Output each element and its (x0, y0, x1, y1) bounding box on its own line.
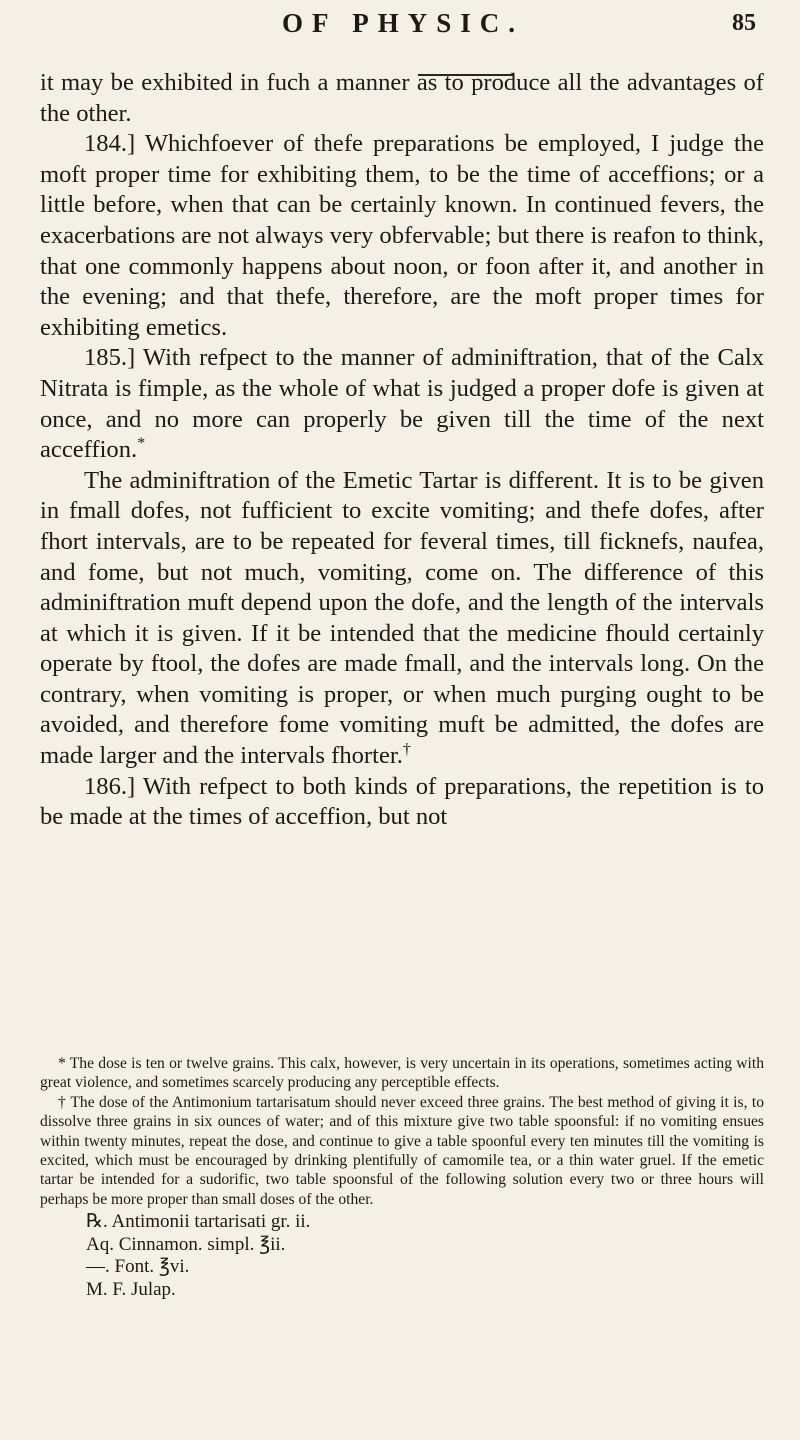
paragraph-emetic-tartar-text: The adminiftration of the Emetic Tartar is different. It is to be given in fmall dofes, not fufficient to excite vomiting; and thefe dofes, after fhort intervals, are to be repeated for feveral times, till ficknefs, naufea, and fome, but not much, vomiting, come on. The difference of this adminiftration muft depend upon the dofe, and the length of the intervals at which it is given. If it be intended that the medicine fhould certainly operate by ftool, the dofes are made fmall, and the intervals long. On the contrary, when vomiting is proper, or when much purging ought to be avoided, and therefore fome vomiting muft be admitted, the dofes are made larger and the intervals fhorter. (40, 466, 764, 770)
paragraph-185-text: 185.] With refpect to the manner of adminiftration, that of the Calx Nitrata is fimple, as the whole of what is judged a proper dofe is given at once, and no more can properly be given till the time of the next acceffion. (40, 344, 764, 464)
prescription-line: ℞. Antimonii tartarisati gr. ii. (86, 1211, 311, 1233)
prescription-line: Aq. Cinnamon. simpl. ℥ii. (86, 1233, 286, 1255)
page-header (0, 8, 800, 48)
paragraph-185 (40, 343, 764, 465)
footnote-ref-dagger: † (402, 740, 411, 758)
prescription-line: M. F. Julap. (86, 1278, 176, 1300)
footnote-2: † The dose of the Antimonium tartarisatum should never exceed three grains. The best method of giving it is, to dissolve three grains in six ounces of water; and of this mixture give two table spoonsful: if no vomiting ensues within twenty minutes, repeat the dose, and continue to give a table spoonful every ten minutes till the vomiting is excited, which must be encouraged by drinking plentifully of camomile tea, or a thin water gruel. If the emetic tartar be intended for a sudorific, two table spoonsful of the following solution every two or three hours will perhaps be more proper than small doses of the other. (40, 1093, 764, 1208)
page-number: 85 (732, 10, 756, 36)
prescription-line: —. Font. ℥vi. (86, 1256, 190, 1278)
footnote-ref-asterisk: * (137, 434, 146, 452)
footnotes (40, 1054, 764, 1301)
main-text (40, 68, 764, 833)
prescription (86, 1211, 764, 1301)
footnote-1: * The dose is ten or twelve grains. This calx, however, is very uncertain in its operations, sometimes acting with great violence, and sometimes scarcely producing any perceptible effects. (40, 1055, 764, 1092)
paragraph-184: 184.] Whichfoever of thefe preparations be employed, I judge the moft proper time for exhibiting them, to be the time of acceffions; or a little before, when that can be certainly known. In continued fevers, the exacerbations are not always very obfervable; but there is reafon to think, that one commonly happens about noon, or foon after it, and another in the evening; and that thefe, therefore, are the moft proper times for exhibiting emetics. (40, 130, 764, 341)
paragraph-continuation: it may be exhibited in fuch a manner as to produce all the advantages of the other. (40, 69, 764, 127)
paragraph-emetic-tartar (40, 466, 764, 772)
running-title: OF PHYSIC. (282, 8, 525, 38)
paragraph-186: 186.] With refpect to both kinds of preparations, the repetition is to be made at the times of acceffion, but not (40, 772, 764, 831)
